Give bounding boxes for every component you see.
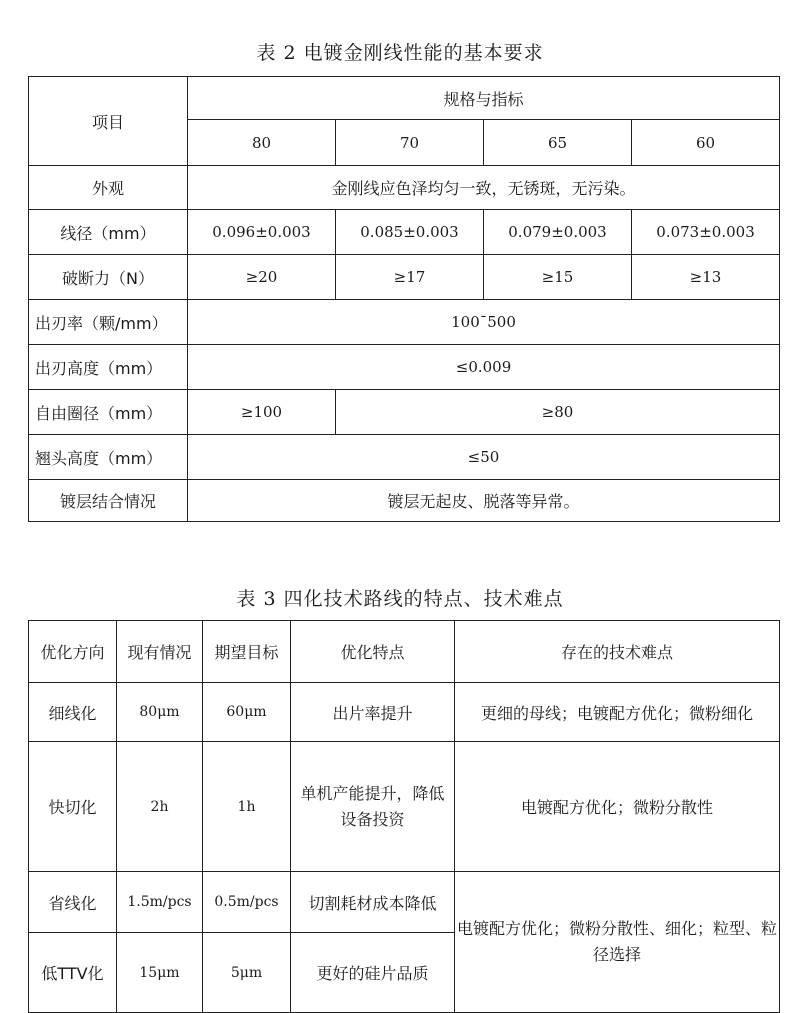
breaking-65: ≥15 [484, 255, 632, 300]
current-cell: 80μm [117, 683, 203, 742]
header-direction: 优化方向 [29, 621, 117, 683]
target-cell: 0.5m/pcs [203, 872, 291, 933]
current-cell: 1.5m/pcs [117, 872, 203, 933]
diameter-label: 线径（mm） [29, 210, 188, 255]
technology-route-table [28, 620, 780, 1013]
item-header: 项目 [29, 77, 188, 166]
feature-cell: 单机产能提升，降低设备投资 [291, 742, 455, 872]
free-circle-80: ≥100 [188, 390, 336, 435]
feature-cell: 切割耗材成本降低 [291, 872, 455, 933]
spec-header: 规格与指标 [188, 77, 780, 120]
performance-requirements-table [28, 76, 780, 522]
breaking-70: ≥17 [336, 255, 484, 300]
diameter-80: 0.096±0.003 [188, 210, 336, 255]
diameter-70: 0.085±0.003 [336, 210, 484, 255]
header-difficulty: 存在的技术难点 [455, 621, 780, 683]
breaking-60: ≥13 [632, 255, 780, 300]
grade-80: 80 [188, 120, 336, 166]
target-cell: 60μm [203, 683, 291, 742]
header-feature: 优化特点 [291, 621, 455, 683]
diameter-60: 0.073±0.003 [632, 210, 780, 255]
diameter-65: 0.079±0.003 [484, 210, 632, 255]
direction-cell: 省线化 [29, 872, 117, 933]
direction-cell: 细线化 [29, 683, 117, 742]
breaking-80: ≥20 [188, 255, 336, 300]
table2-title: 表 2 电镀金刚线性能的基本要求 [256, 42, 544, 64]
direction-cell: 低TTV化 [29, 933, 117, 1013]
grade-65: 65 [484, 120, 632, 166]
edge-rate-label: 出刃率（颗/mm） [29, 300, 188, 345]
free-circle-label: 自由圈径（mm） [29, 390, 188, 435]
target-cell: 5μm [203, 933, 291, 1013]
coating-label: 镀层结合情况 [29, 480, 188, 522]
appearance-value: 金刚线应色泽均匀一致，无锈斑，无污染。 [188, 166, 780, 210]
feature-cell: 出片率提升 [291, 683, 455, 742]
difficulty-cell: 更细的母线；电镀配方优化；微粉细化 [455, 683, 780, 742]
free-circle-rest: ≥80 [336, 390, 780, 435]
warp-height-label: 翘头高度（mm） [29, 435, 188, 480]
edge-rate-value: 100¯500 [188, 300, 780, 345]
current-cell: 2h [117, 742, 203, 872]
warp-height-value: ≤50 [188, 435, 780, 480]
difficulty-cell: 电镀配方优化；微粉分散性 [455, 742, 780, 872]
target-cell: 1h [203, 742, 291, 872]
difficulty-cell: 电镀配方优化；微粉分散性、细化；粒型、粒径选择 [455, 872, 780, 1013]
grade-60: 60 [632, 120, 780, 166]
edge-height-label: 出刃高度（mm） [29, 345, 188, 390]
header-target: 期望目标 [203, 621, 291, 683]
coating-value: 镀层无起皮、脱落等异常。 [188, 480, 780, 522]
edge-height-value: ≤0.009 [188, 345, 780, 390]
appearance-label: 外观 [29, 166, 188, 210]
feature-cell: 更好的硅片品质 [291, 933, 455, 1013]
direction-cell: 快切化 [29, 742, 117, 872]
grade-70: 70 [336, 120, 484, 166]
header-current: 现有情况 [117, 621, 203, 683]
table3-title: 表 3 四化技术路线的特点、技术难点 [236, 588, 564, 610]
current-cell: 15μm [117, 933, 203, 1013]
breaking-label: 破断力（N） [29, 255, 188, 300]
